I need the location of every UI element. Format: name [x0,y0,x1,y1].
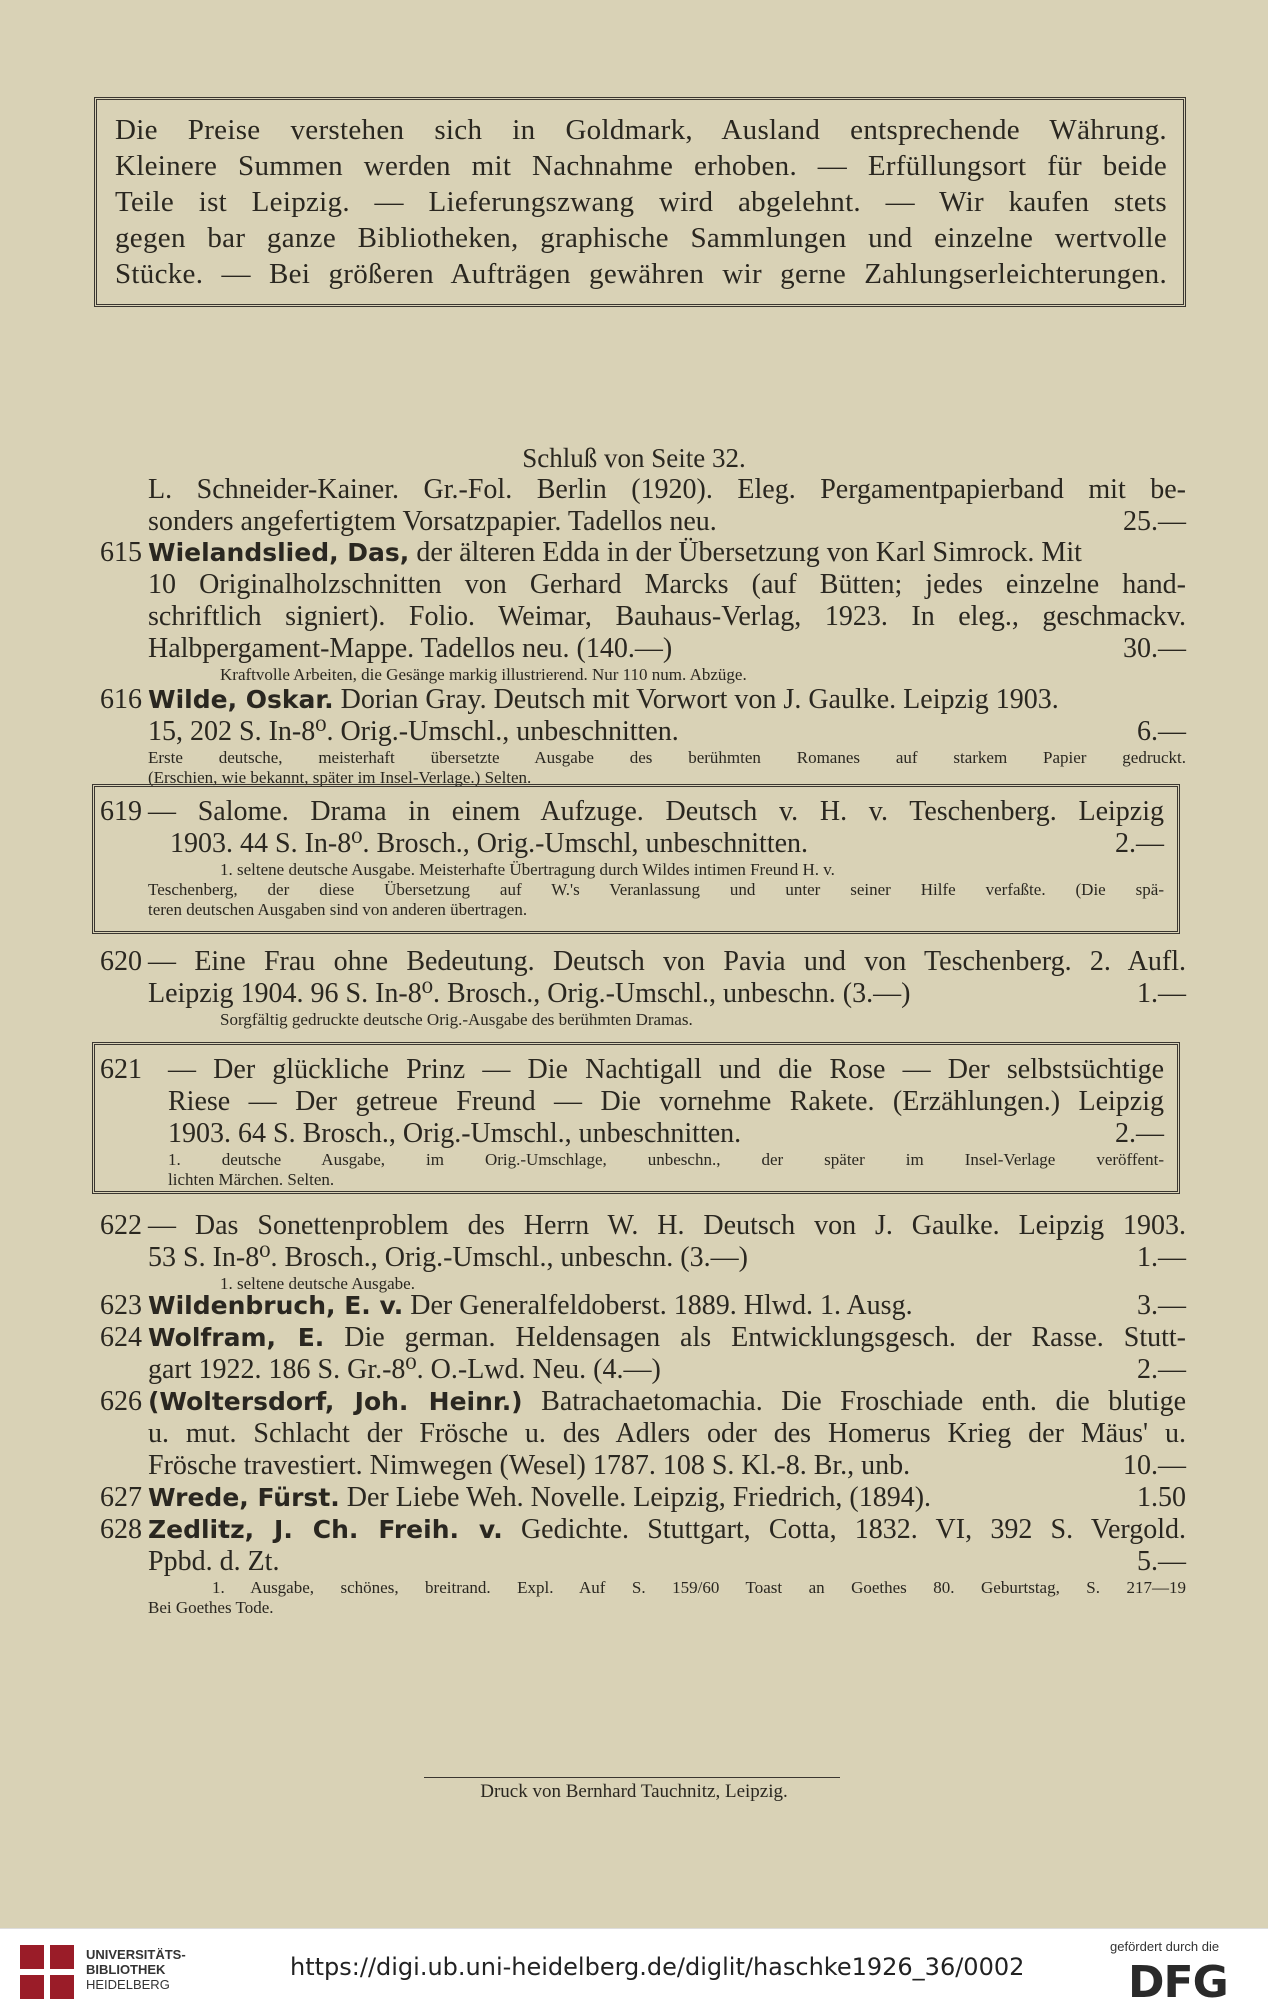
entry-number: 623 [100,1290,142,1321]
entry-author: Wildenbruch, E. v. [148,1291,404,1320]
entry-text: 10 Originalholzschnitten von Gerhard Marcks (auf Bütten; jedes einzelne hand- [148,569,1186,600]
entry-note: 1. deutsche Ausgabe, im Orig.-Umschlage, unbeschn., der später im Insel-Verlage veröffent- [168,1150,1164,1169]
section-title: Schluß von Seite 32. [522,443,746,473]
entry-note: Bei Goethes Tode. [148,1598,274,1617]
entry-text: Der Liebe Weh. Novelle. Leipzig, Friedrich, (1894). [339,1482,932,1513]
entry-621 [100,1054,1164,1190]
entry-number: 620 [100,946,142,977]
entry-616 [100,684,1186,788]
entry-622 [100,1210,1186,1294]
permalink-url[interactable]: https://digi.ub.uni-heidelberg.de/diglit/haschke1926_36/0002 [290,1953,1025,1981]
entry-note: 1. Ausgabe, schönes, breitrand. Expl. Auf S. 159/60 Toast an Goethes 80. Geburtstag, S. 217—19 [212,1578,1186,1597]
entry-note: Sorgfältig gedruckte deutsche Orig.-Ausgabe des berühmten Dramas. [220,1010,693,1029]
university-library-logo-icon [18,1943,76,2001]
entry-number: 615 [100,537,142,568]
entry-text: 1903. 44 S. In-8⁰. Brosch., Orig.-Umschl, unbeschnitten. [170,828,809,859]
entry-number: 627 [100,1482,142,1513]
ub-name-line: HEIDELBERG [86,1977,170,1992]
price-notice-box [94,97,1186,307]
entry-text: 53 S. In-8⁰. Brosch., Orig.-Umschl., unbeschn. (3.—) [148,1242,748,1273]
entry-615 [100,537,1186,685]
entry-author: Wrede, Fürst. [148,1483,340,1512]
entry-number: 616 [100,684,142,715]
entry-note: lichten Märchen. Selten. [168,1170,335,1189]
entry-text: Dorian Gray. Deutsch mit Vorwort von J. Gaulke. Leipzig 1903. [333,684,1059,715]
entry-text: schriftlich signiert). Folio. Weimar, Bauhaus-Verlag, 1923. In eleg., geschmackv. [148,601,1186,632]
printer-credit: Druck von Bernhard Tauchnitz, Leipzig. [480,1781,788,1802]
entry-text: 1903. 64 S. Brosch., Orig.-Umschl., unbeschnitten. [168,1118,742,1149]
entry-price: 3.— [1137,1290,1186,1321]
entry-624 [100,1322,1186,1386]
footer-rule [424,1777,840,1778]
entry-620 [100,946,1186,1030]
notice-line: gegen bar ganze Bibliotheken, graphische Sammlungen und einzelne wertvolle [115,222,1167,254]
entry-note: teren deutschen Ausgaben sind von anderen übertragen. [148,900,528,919]
entry-price: 6.— [1137,716,1186,747]
entry-price: 5.— [1137,1546,1186,1577]
entry-text: der älteren Edda in der Übersetzung von Karl Simrock. Mit [409,537,1082,568]
entry-text: Der Generalfeldoberst. 1889. Hlwd. 1. Ausg. [403,1290,913,1321]
entry-author: Wolfram, E. [148,1323,325,1352]
entry-number: 621 [100,1054,142,1085]
entry-number: 624 [100,1322,142,1353]
university-library-name [86,1947,186,1992]
entry-number: 619 [100,796,142,827]
entry-price: 2.— [1115,1118,1164,1149]
entry-628 [100,1514,1186,1618]
entry-text: Ppbd. d. Zt. [148,1546,280,1577]
entry-note: 1. seltene deutsche Ausgabe. Meisterhafte Übertragung durch Wildes intimen Freund H. v. [220,860,835,879]
entry-number: 628 [100,1514,142,1545]
entry-623 [100,1290,1186,1322]
entry-continuation [100,474,1186,538]
ub-name-line: UNIVERSITÄTS- [86,1947,186,1962]
notice-line: Die Preise verstehen sich in Goldmark, Ausland entsprechende Währung. [115,114,1167,146]
entry-price: 2.— [1115,828,1164,859]
entry-price: 2.— [1137,1354,1186,1385]
entry-price: 1.50 [1137,1482,1186,1513]
dfg-caption: gefördert durch die [1110,1939,1220,1954]
entry-price: 1.— [1137,978,1186,1009]
entry-text: — Salome. Drama in einem Aufzuge. Deutsch v. H. v. Teschenberg. Leipzig [148,796,1164,827]
entry-text: L. Schneider-Kainer. Gr.-Fol. Berlin (1920). Eleg. Pergamentpapierband mit be- [148,474,1186,505]
dfg-logo-icon: DFG [1128,1957,1228,2008]
entry-price: 25.— [1123,506,1186,537]
entry-text: Gedichte. Stuttgart, Cotta, 1832. VI, 392 S. Vergold. [502,1514,1186,1545]
entry-text: u. mut. Schlacht der Frösche u. des Adlers oder des Homerus Krieg der Mäus' u. [148,1418,1186,1449]
entry-note: Erste deutsche, meisterhaft übersetzte Ausgabe des berühmten Romanes auf starkem Papier gedruckt. [148,748,1186,767]
entry-note: (Erschien, wie bekannt, später im Insel-Verlage.) Selten. [148,768,532,787]
entry-text: Batrachaetomachia. Die Froschiade enth. die blutige [522,1386,1186,1417]
entry-number: 622 [100,1210,142,1241]
entry-price: 10.— [1123,1450,1186,1481]
entry-text: sonders angefertigtem Vorsatzpapier. Tadellos neu. [148,506,717,537]
entry-text: gart 1922. 186 S. Gr.-8⁰. O.-Lwd. Neu. (4.—) [148,1354,661,1385]
entry-note: Kraftvolle Arbeiten, die Gesänge markig illustrierend. Nur 110 num. Abzüge. [220,665,747,684]
entry-author: (Woltersdorf, Joh. Heinr.) [148,1387,523,1416]
notice-line: Stücke. — Bei größeren Aufträgen gewähren wir gerne Zahlungserleichterungen. [115,258,1167,290]
entry-author: Wilde, Oskar. [148,685,334,714]
notice-line: Teile ist Leipzig. — Lieferungszwang wird abgelehnt. — Wir kaufen stets [115,186,1167,218]
viewer-bottom-bar [0,1928,1268,2013]
entry-note: 1. seltene deutsche Ausgabe. [220,1274,415,1293]
entry-price: 30.— [1123,633,1186,664]
entry-price: 1.— [1137,1242,1186,1273]
entry-text: Frösche travestiert. Nimwegen (Wesel) 1787. 108 S. Kl.-8. Br., unb. [148,1450,911,1481]
notice-line: Kleinere Summen werden mit Nachnahme erhoben. — Erfüllungsort für beide [115,150,1167,182]
ub-name-line: BIBLIOTHEK [86,1962,166,1977]
entry-note: Teschenberg, der diese Übersetzung auf W.'s Veranlassung und unter seiner Hilfe verfaßte. (Die spä- [148,880,1164,899]
entry-text: 15, 202 S. In-8⁰. Orig.-Umschl., unbeschnitten. [148,716,679,747]
entry-text: — Das Sonettenproblem des Herrn W. H. Deutsch von J. Gaulke. Leipzig 1903. [148,1210,1186,1241]
entry-627 [100,1482,1186,1514]
entry-text: — Eine Frau ohne Bedeutung. Deutsch von Pavia und von Teschenberg. 2. Aufl. [148,946,1186,977]
entry-text: — Der glückliche Prinz — Die Nachtigall und die Rose — Der selbstsüchtige [168,1054,1164,1085]
entry-number: 626 [100,1386,142,1417]
entry-text: Halbpergament-Mappe. Tadellos neu. (140.—) [148,633,673,664]
entry-text: Leipzig 1904. 96 S. In-8⁰. Brosch., Orig.-Umschl., unbeschn. (3.—) [148,978,911,1009]
entry-619 [100,796,1164,920]
entry-626 [100,1386,1186,1482]
entry-text: Die german. Heldensagen als Entwicklungsgesch. der Rasse. Stutt- [324,1322,1186,1353]
entry-author: Zedlitz, J. Ch. Freih. v. [148,1515,503,1544]
entry-author: Wielandslied, Das, [148,538,410,567]
entry-text: Riese — Der getreue Freund — Die vornehme Rakete. (Erzählungen.) Leipzig [168,1086,1164,1117]
